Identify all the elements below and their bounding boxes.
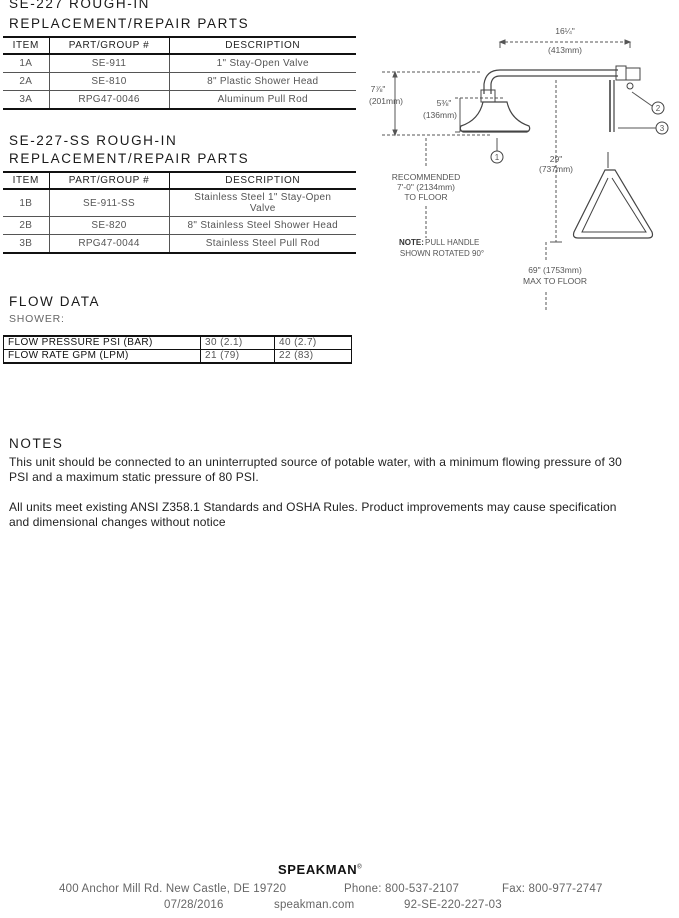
notes-title: NOTES xyxy=(9,436,64,451)
cell-description: Stainless Steel Pull Rod xyxy=(169,235,356,254)
dimension-head-height: 5⅜" xyxy=(436,98,452,108)
cell-part: SE-911-SS xyxy=(49,189,169,217)
callout-label-2: 2 xyxy=(655,104,661,113)
footer-phone: Phone: 800-537-2107 xyxy=(344,883,460,895)
cell-part: SE-810 xyxy=(49,73,169,91)
cell-item: 1A xyxy=(3,54,49,73)
table-row xyxy=(3,54,356,73)
cell-description: 1" Stay-Open Valve xyxy=(169,54,356,73)
cell-description: 8" Plastic Shower Head xyxy=(169,73,356,91)
note-bold-label: NOTE: xyxy=(399,238,424,247)
flow-rate-value-1: 21 (79) xyxy=(201,350,275,364)
table-row xyxy=(3,235,356,254)
rough-in-diagram xyxy=(360,20,679,320)
cell-item: 3A xyxy=(3,91,49,110)
valve-body xyxy=(616,66,626,80)
cell-description: Aluminum Pull Rod xyxy=(169,91,356,110)
cell-part: SE-911 xyxy=(49,54,169,73)
column-header-description: DESCRIPTION xyxy=(169,172,356,189)
flow-data-title: FLOW DATA xyxy=(9,294,101,309)
valve-body xyxy=(626,68,640,80)
dimension-head-height-mm: (136mm) xyxy=(422,110,458,120)
pipe-nipple xyxy=(481,90,495,102)
cell-description: Stainless Steel 1" Stay-Open Valve xyxy=(169,189,356,217)
cell-part: RPG47-0046 xyxy=(49,91,169,110)
column-header-part: PART/GROUP # xyxy=(49,37,169,54)
cell-item: 1B xyxy=(3,189,49,217)
table-row xyxy=(4,350,352,364)
flow-pressure-label: FLOW PRESSURE PSI (BAR) xyxy=(4,336,201,350)
notes-paragraph-1: This unit should be connected to an uninterrupted source of potable water, with a minimum flowing pressure of 30 PSI and a maximum static pressure of 80 PSI. xyxy=(9,455,622,484)
flow-data-subtitle: SHOWER: xyxy=(9,313,65,325)
recommended-label-3: TO FLOOR xyxy=(404,192,448,202)
table-row xyxy=(3,189,356,217)
dimension-29-mm: (737mm) xyxy=(538,164,574,174)
valve-handle xyxy=(627,83,633,89)
note-line-1: PULL HANDLE xyxy=(425,238,480,247)
column-header-description: DESCRIPTION xyxy=(169,37,356,54)
table-row xyxy=(3,91,356,110)
dimension-left-height-mm: (201mm) xyxy=(368,96,404,106)
note-line-2: SHOWN ROTATED 90° xyxy=(399,249,485,258)
cell-item: 2B xyxy=(3,217,49,235)
footer-address: 400 Anchor Mill Rd. New Castle, DE 19720 xyxy=(59,883,287,895)
flow-data-table xyxy=(3,335,352,364)
dimension-29: 29" xyxy=(549,154,563,164)
footer-doc-number: 92-SE-220-227-03 xyxy=(404,899,502,911)
cell-description: 8" Stainless Steel Shower Head xyxy=(169,217,356,235)
dimension-left-height: 7⅞" xyxy=(370,84,386,94)
section1-title-line2: REPLACEMENT/REPAIR PARTS xyxy=(9,16,250,31)
recommended-label-1: RECOMMENDED xyxy=(391,172,461,182)
notes-paragraph-2: All units meet existing ANSI Z358.1 Standards and OSHA Rules. Product improvements may cause specification and dimensional changes without notice xyxy=(9,500,617,529)
flow-pressure-value-2: 40 (2.7) xyxy=(275,336,352,350)
max-floor-label-1: 69" (1753mm) xyxy=(528,265,582,275)
section2-title-line1: SE-227-SS ROUGH-IN xyxy=(9,133,178,148)
footer-website: speakman.com xyxy=(274,899,355,911)
cell-item: 3B xyxy=(3,235,49,254)
flow-pressure-value-1: 30 (2.1) xyxy=(201,336,275,350)
brand-logo xyxy=(278,862,362,877)
dimension-width-mm: (413mm) xyxy=(547,45,583,55)
callout-leader-2 xyxy=(632,92,652,106)
callout-label-3: 3 xyxy=(659,124,665,133)
table-header-row xyxy=(3,37,356,54)
cell-part: SE-820 xyxy=(49,217,169,235)
column-header-item: ITEM xyxy=(3,172,49,189)
table-row xyxy=(3,217,356,235)
dimension-width: 16¼" xyxy=(555,26,575,36)
table-row xyxy=(4,336,352,350)
cell-item: 2A xyxy=(3,73,49,91)
flow-rate-value-2: 22 (83) xyxy=(275,350,352,364)
callout-label-1: 1 xyxy=(494,153,500,162)
shower-head xyxy=(460,102,529,132)
cell-part: RPG47-0044 xyxy=(49,235,169,254)
column-header-item: ITEM xyxy=(3,37,49,54)
table-row xyxy=(3,73,356,91)
max-floor-label-2: MAX TO FLOOR xyxy=(523,276,587,286)
section2-title-line2: REPLACEMENT/REPAIR PARTS xyxy=(9,151,250,166)
table-header-row xyxy=(3,172,356,189)
parts-table-se227 xyxy=(3,36,356,110)
flow-rate-label: FLOW RATE GPM (LPM) xyxy=(4,350,201,364)
column-header-part: PART/GROUP # xyxy=(49,172,169,189)
footer-date: 07/28/2016 xyxy=(164,899,224,911)
section1-title-line1: SE-227 ROUGH-IN xyxy=(9,0,151,11)
brand-name: SPEAKMAN xyxy=(278,862,358,877)
recommended-label-2: 7'-0" (2134mm) xyxy=(396,182,456,192)
registered-mark: ® xyxy=(357,864,363,871)
footer-fax: Fax: 800-977-2747 xyxy=(502,883,603,895)
parts-table-se227ss xyxy=(3,171,356,254)
